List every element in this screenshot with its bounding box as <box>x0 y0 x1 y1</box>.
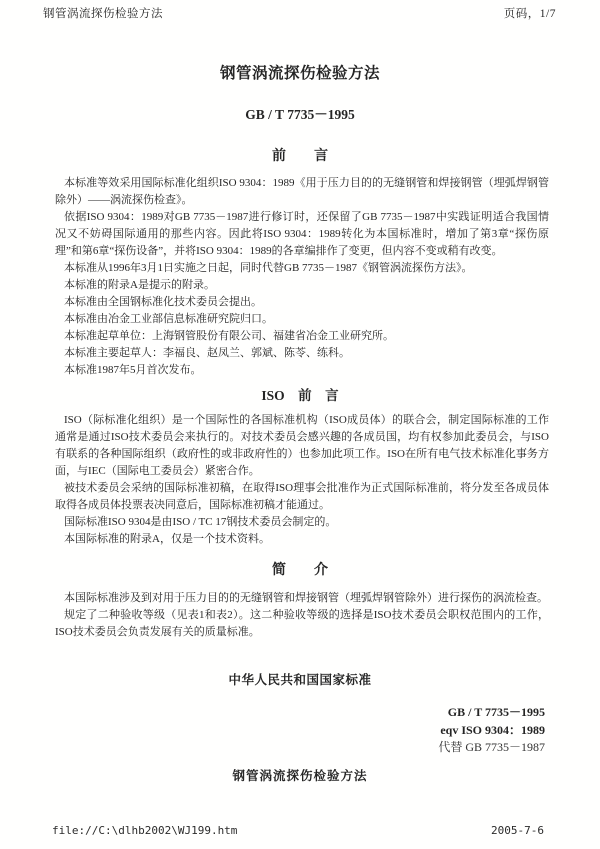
running-header <box>43 5 556 21</box>
foreword-body <box>55 175 549 379</box>
footer-file-path: file://C:\dlhb2002\WJ199.htm <box>52 824 238 837</box>
paragraph: 被技术委员会采纳的国际标准初稿，在取得ISO理事会批准作为正式国际标准前，将分发至各成员体取得各成员体投票表决同意后，国际标准初稿才能通过。 <box>55 482 549 511</box>
paragraph: 本标准等效采用国际标准化组织ISO 9304：1989《用于压力目的的无缝钢管和焊接钢管（埋弧焊钢管除外）——涡流探伤检查》。 <box>55 177 549 206</box>
standard-code-main: GB / T 7735－1995 <box>447 705 545 719</box>
paragraph: 规定了二种验收等级（见表1和表2）。这二种验收等级的选择是ISO技术委员会职权范围内的工作，ISO技术委员会负责发展有关的质量标准。 <box>55 609 549 638</box>
paragraph: 本标准的附录A是提示的附录。 <box>64 279 215 291</box>
standard-number: GB / T 7735－1995 <box>245 107 355 122</box>
iso-foreword-body <box>55 412 549 548</box>
intro-body <box>55 590 549 641</box>
standard-codes <box>438 704 545 757</box>
document-title: 钢管涡流探伤检验方法 <box>219 65 380 82</box>
footer-date: 2005-7-6 <box>491 824 544 837</box>
paragraph: 本标准由冶金工业部信息标准研究院归口。 <box>64 313 273 325</box>
paragraph: 本标准起草单位：上海钢管股份有限公司、福建省冶金工业研究所。 <box>64 330 394 342</box>
paragraph: 本标准从1996年3月1日实施之日起，同时代替GB 7735－1987《钢管涡流探伤方法》。 <box>64 262 473 274</box>
national-standard-label: 中华人民共和国国家标准 <box>228 673 372 687</box>
iso-foreword-heading: ISO 前 言 <box>261 388 339 403</box>
paragraph: ISO（际标准化组织）是一个国际性的各国标准机构（ISO成员体）的联合会，制定国际标准的工作通常是通过ISO技术委员会来执行的。对技术委员会感兴趣的各成员国，均有权参加此委员会，与ISO有联系的各种国际组织（政府性的或非政府性的）也参加此项工作。ISO在所有电气技术标准化事务方面，与IEC（国际电工委员会）紧密合作。 <box>55 414 549 477</box>
foreword-heading: 前 言 <box>272 149 328 164</box>
paragraph: 本国际标准涉及到对用于压力目的的无缝钢管和焊接钢管（埋弧焊钢管除外）进行探伤的涡流检查。 <box>64 592 548 604</box>
standard-code-eqv: eqv ISO 9304：1989 <box>440 722 545 737</box>
header-page-number: 页码，1/7 <box>503 8 556 20</box>
standard-title-bottom: 钢管涡流探伤检验方法 <box>232 769 368 783</box>
running-footer <box>52 824 544 837</box>
standard-code-replaces: 代替 GB 7735－1987 <box>438 740 545 754</box>
paragraph: 依据ISO 9304：1989对GB 7735－1987进行修订时，还保留了GB 7735－1987中实践证明适合我国情况又不妨碍国际通用的那些内容。因此将ISO 9304：1989转化为本国标准时，增加了第3章“探伤原理”和第6章“探伤设备”，并将ISO 9304：1989的各章编排作了变更，但内容不变或稍有改变。 <box>55 211 549 257</box>
paragraph: 本国际标准的附录A，仅是一个技术资料。 <box>64 533 270 545</box>
paragraph: 本标准由全国钢标准化技术委员会提出。 <box>64 296 262 308</box>
header-document-title: 钢管涡流探伤检验方法 <box>43 8 163 20</box>
paragraph: 国际标准ISO 9304是由ISO / TC 17钢技术委员会制定的。 <box>64 516 337 528</box>
paragraph: 本标准主要起草人：李福良、赵凤兰、郭斌、陈苓、练科。 <box>64 347 350 359</box>
intro-heading: 简 介 <box>272 563 328 578</box>
paragraph: 本标准1987年5月首次发布。 <box>64 364 202 376</box>
